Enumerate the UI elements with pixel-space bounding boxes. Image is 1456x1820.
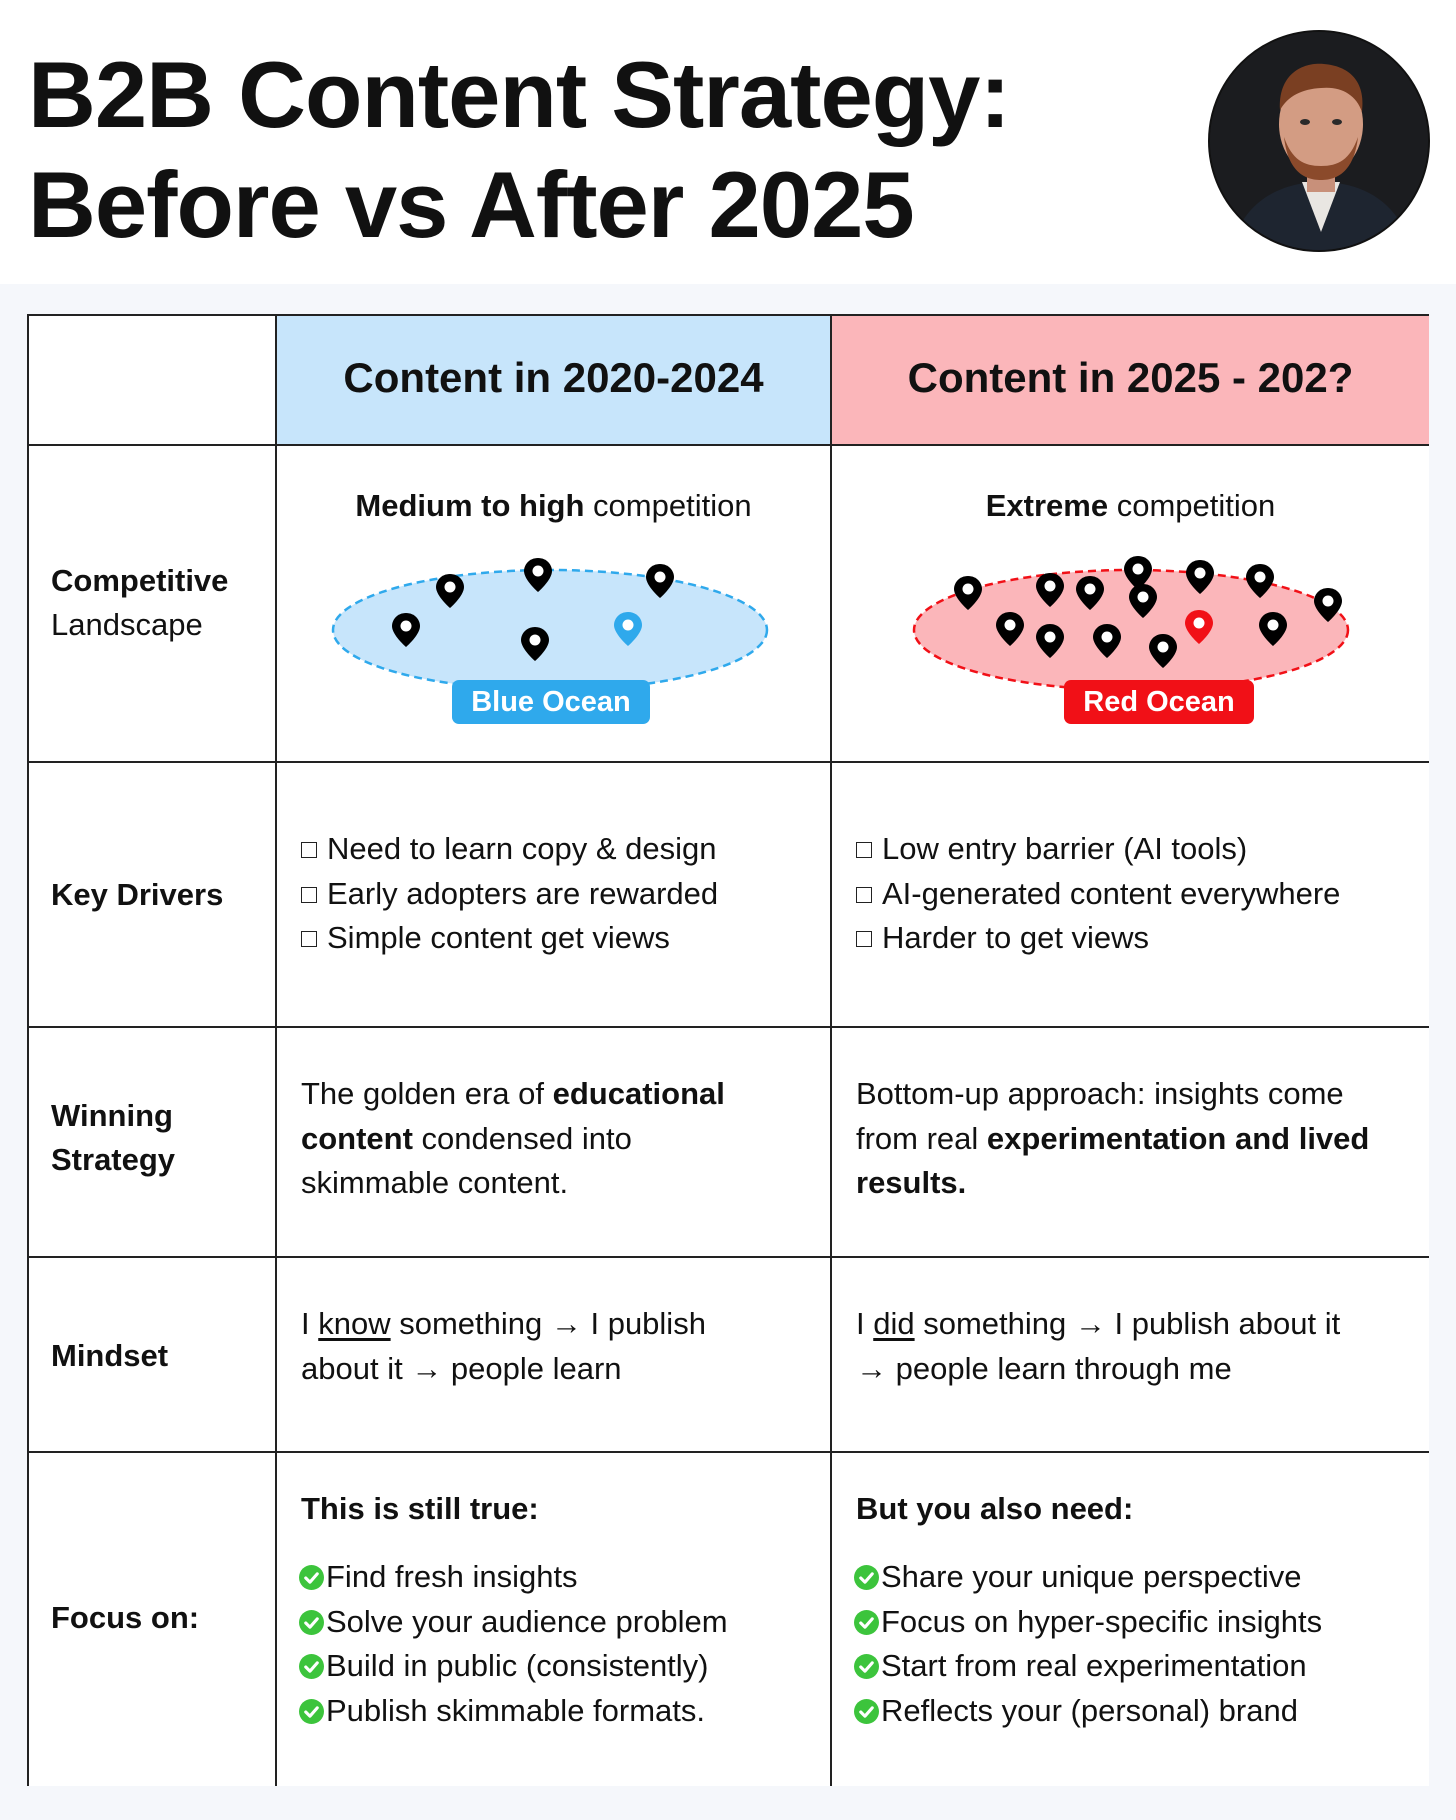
focus-before-list: [299, 1555, 728, 1733]
row-label-strategy: [51, 1094, 175, 1182]
row-label-cell-strategy: [29, 1028, 277, 1258]
checkbox-icon: [856, 887, 872, 903]
drivers-before-cell: [277, 763, 832, 1028]
strategy-after-cell: [832, 1028, 1429, 1258]
check-circle-icon: [854, 1565, 879, 1590]
title-line-1: B2B Content Strategy:: [28, 42, 1010, 147]
list-item: AI-generated content everywhere: [856, 872, 1340, 917]
page-header: [0, 0, 1456, 284]
list-item: Share your unique perspective: [854, 1555, 1322, 1600]
focus-after-list: [854, 1555, 1322, 1733]
column-header-before: [277, 316, 832, 446]
row-label-competitive-normal: Landscape: [51, 607, 203, 642]
column-header-after-label: Content in 2025 - 202?: [907, 354, 1354, 401]
row-label-strategy-line2: Strategy: [51, 1142, 176, 1177]
strategy-before-text: The golden era of educational content condensed into skimmable content.: [301, 1076, 725, 1200]
comparison-table: [27, 314, 1429, 1786]
focus-after-heading: But you also need:: [856, 1491, 1134, 1526]
list-item: Low entry barrier (AI tools): [856, 827, 1340, 872]
strategy-after-text: Bottom-up approach: insights come from real experimentation and lived results.: [856, 1076, 1370, 1200]
row-label-strategy-line1: Winning: [51, 1098, 173, 1133]
list-item: Harder to get views: [856, 916, 1340, 961]
row-label-drivers: [51, 873, 223, 917]
check-circle-icon: [854, 1654, 879, 1679]
mindset-before-cell: [277, 1258, 832, 1453]
focus-after-cell: [832, 1453, 1429, 1786]
check-circle-icon: [854, 1610, 879, 1635]
drivers-before-list: [301, 827, 718, 961]
list-item: Find fresh insights: [299, 1555, 728, 1600]
checkbox-icon: [301, 931, 317, 947]
list-item: Solve your audience problem: [299, 1600, 728, 1645]
row-label-cell-focus: [29, 1453, 277, 1786]
avatar: [1208, 30, 1430, 252]
competitive-after-rest: competition: [1108, 488, 1276, 523]
check-circle-icon: [299, 1565, 324, 1590]
competitive-before-rest: competition: [584, 488, 752, 523]
row-label-drivers-text: Key Drivers: [51, 877, 224, 912]
list-item: Reflects your (personal) brand: [854, 1689, 1322, 1734]
row-label-competitive: [51, 559, 228, 647]
competitive-after-bold: Extreme: [985, 488, 1109, 523]
table-corner-cell: [29, 316, 277, 446]
competitive-before-bold: Medium to high: [355, 488, 585, 523]
competitive-before-cell: [277, 446, 832, 763]
checkbox-icon: [301, 887, 317, 903]
mindset-before-text: I know something → I publish about it → people learn: [301, 1306, 706, 1386]
list-item: Publish skimmable formats.: [299, 1689, 728, 1734]
row-label-focus: [51, 1596, 199, 1640]
focus-before-cell: [277, 1453, 832, 1786]
checkbox-icon: [301, 842, 317, 858]
drivers-after-cell: [832, 763, 1429, 1028]
author-portrait-icon: [1210, 32, 1430, 252]
row-label-cell-mindset: [29, 1258, 277, 1453]
mindset-after-cell: [832, 1258, 1429, 1453]
blue-ocean-badge: Blue Ocean: [452, 680, 650, 724]
focus-before-heading: This is still true:: [301, 1491, 539, 1526]
list-item: Early adopters are rewarded: [301, 872, 718, 917]
row-label-cell-drivers: [29, 763, 277, 1028]
row-label-mindset: [51, 1334, 168, 1378]
row-label-competitive-bold: Competitive: [51, 563, 229, 598]
check-circle-icon: [299, 1699, 324, 1724]
page-title: [28, 40, 1010, 260]
column-header-after: [832, 316, 1429, 446]
list-item: Build in public (consistently): [299, 1644, 728, 1689]
red-ocean-badge: Red Ocean: [1064, 680, 1254, 724]
checkbox-icon: [856, 931, 872, 947]
check-circle-icon: [299, 1654, 324, 1679]
row-label-mindset-text: Mindset: [51, 1338, 169, 1373]
drivers-after-list: [856, 827, 1340, 961]
list-item: Simple content get views: [301, 916, 718, 961]
check-circle-icon: [299, 1610, 324, 1635]
strategy-before-cell: [277, 1028, 832, 1258]
title-line-2: Before vs After 2025: [28, 152, 914, 257]
checkbox-icon: [856, 842, 872, 858]
check-circle-icon: [854, 1699, 879, 1724]
mindset-after-text: I did something → I publish about it → people learn through me: [856, 1306, 1341, 1386]
list-item: Start from real experimentation: [854, 1644, 1322, 1689]
list-item: Need to learn copy & design: [301, 827, 718, 872]
row-label-cell-competitive: [29, 446, 277, 763]
row-label-focus-text: Focus on:: [51, 1600, 200, 1635]
column-header-before-label: Content in 2020-2024: [343, 354, 764, 401]
list-item: Focus on hyper-specific insights: [854, 1600, 1322, 1645]
competitive-after-cell: [832, 446, 1429, 763]
